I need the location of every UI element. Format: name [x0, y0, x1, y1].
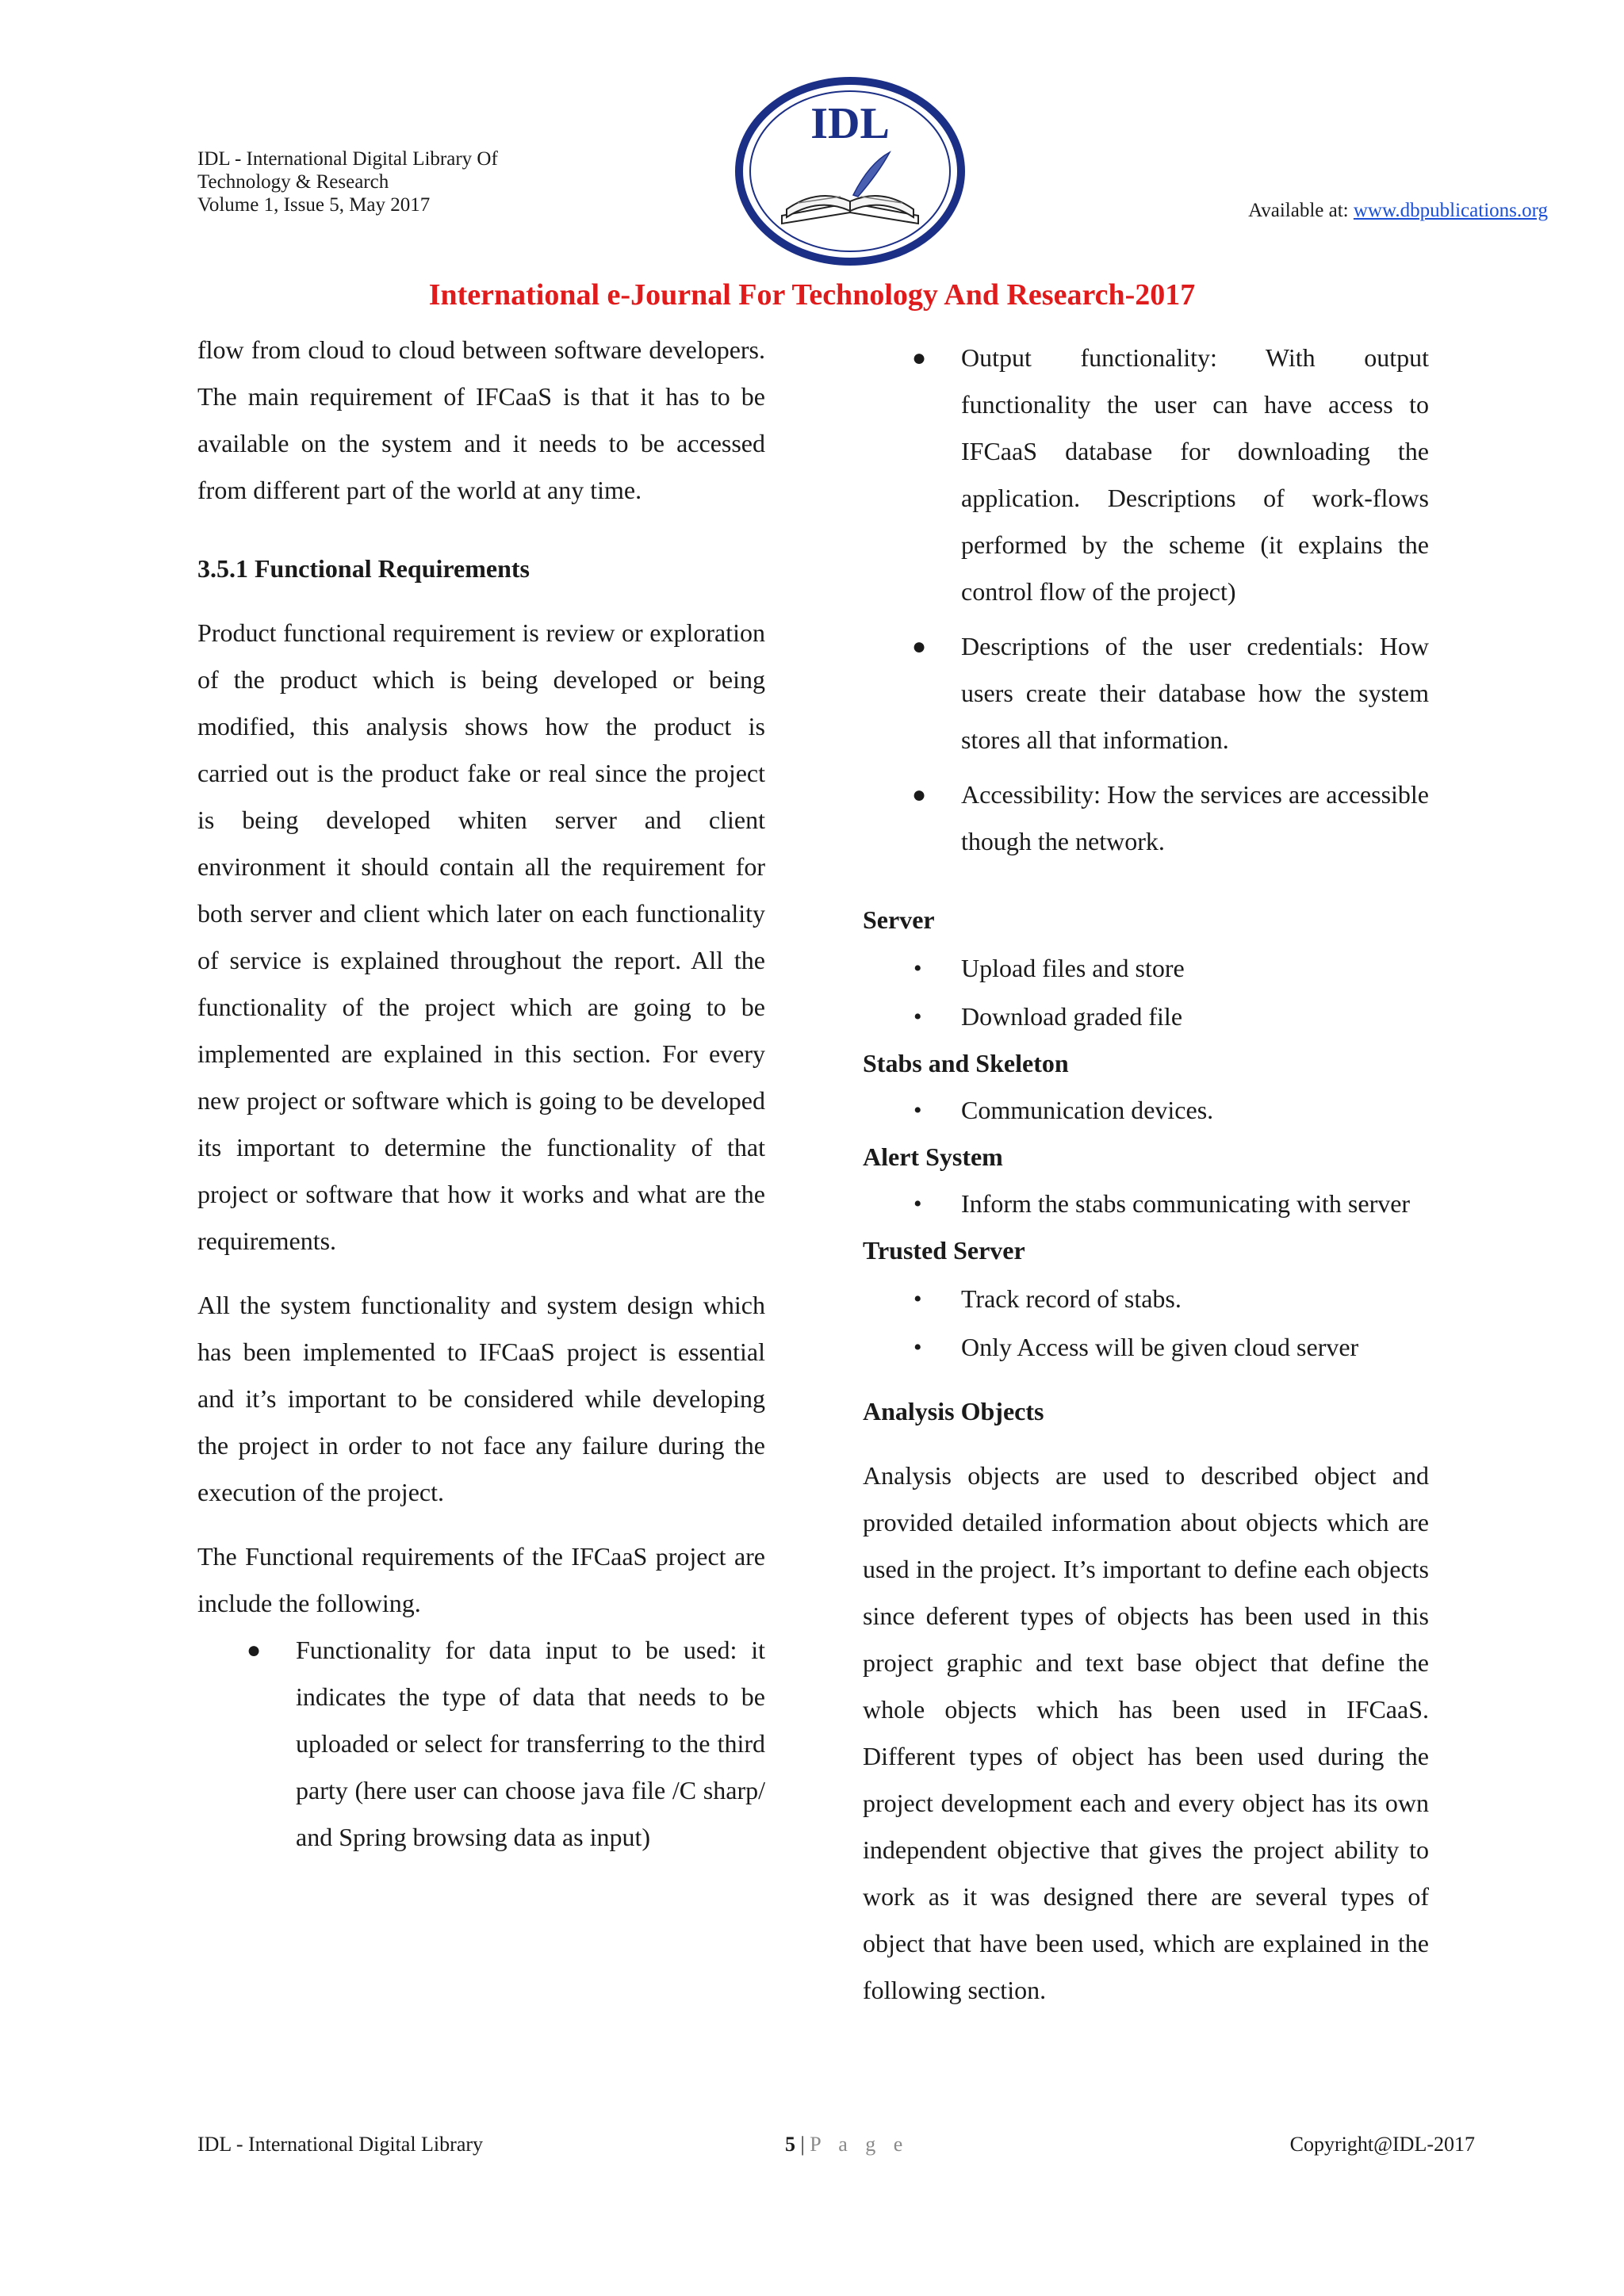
list-item: • Only Access will be given cloud server [863, 1324, 1429, 1371]
idl-logo [734, 76, 966, 266]
paragraph-requirements-intro: The Functional requirements of the IFCaaS project are include the following. [197, 1542, 765, 1617]
page-separator: | [795, 2133, 810, 2156]
bullet-icon: • [914, 1097, 922, 1123]
bullet-icon: ● [247, 1637, 262, 1663]
left-column [197, 327, 765, 1861]
header-line-2: Technology & Research [197, 171, 389, 193]
server-list [863, 945, 1429, 1040]
journal-website-link[interactable]: www.dbpublications.org [1353, 200, 1548, 221]
logo-text: IDL [810, 99, 890, 148]
alert-heading: Alert System [863, 1142, 1003, 1171]
footer-publisher: IDL - International Digital Library [197, 2133, 484, 2156]
bullet-icon: ● [912, 345, 927, 371]
stabs-list [863, 1087, 1429, 1134]
paragraph-functional: Product functional requirement is review or exploration of the product which is being developed or being modified, this analysis shows how the product is carried out is the product fake or real since the project is being developed whiten server and client environment it should contain all the requirement for both server and client which later on each functionality of service is explained throughout the report. All the functionality of the project which are going to be implemented are explained in this section. For every new project or software which is going to be developed its important to determine the functionality of that project or software that how it works and what are the requirements. [197, 618, 765, 1255]
trusted-heading: Trusted Server [863, 1236, 1025, 1265]
bullet-icon: ● [912, 782, 927, 808]
right-column [863, 327, 1429, 2014]
header-publisher [197, 147, 498, 216]
bullet-icon: • [914, 1004, 922, 1030]
list-item: • Inform the stabs communicating with server [863, 1181, 1429, 1227]
bullet-icon: ● [912, 633, 927, 660]
intro-paragraph: flow from cloud to cloud between software developers. The main requirement of IFCaaS is that it has to be available on the system and it needs to be accessed from different part of the world at any time. [197, 335, 765, 504]
bullet-icon: • [914, 1334, 922, 1360]
bullet-icon: • [914, 1191, 922, 1217]
list-item: ● Output functionality: With output functionality the user can have access to IFCaaS database for downloading the application. Descriptions of work-flows performed by the scheme (it explains the control flow of the project) [863, 335, 1429, 615]
header-line-3: Volume 1, Issue 5, May 2017 [197, 194, 431, 216]
list-item: ● Functionality for data input to be used: it indicates the type of data that needs to be uploaded or select for transferring to the third party (here user can choose java file /C sharp/ and Spring browsing data as input) [197, 1627, 765, 1861]
header-line-1: IDL - International Digital Library Of [197, 148, 498, 170]
list-item: • Communication devices. [863, 1087, 1429, 1134]
left-bullet-list [197, 1627, 765, 1861]
list-item: • Download graded file [863, 993, 1429, 1040]
alert-list [863, 1181, 1429, 1227]
page-number-value: 5 [785, 2133, 795, 2156]
paragraph-system-design: All the system functionality and system design which has been implemented to IFCaaS project is essential and it’s important to be considered while developing the project in order to not face any failure during the execution of the project. [197, 1291, 765, 1506]
section-heading: 3.5.1 Functional Requirements [197, 554, 530, 583]
analysis-heading: Analysis Objects [863, 1397, 1044, 1425]
list-item: ● Accessibility: How the services are accessible though the network. [863, 771, 1429, 865]
journal-title: International e-Journal For Technology And Research-2017 [428, 278, 1196, 312]
right-bullet-list [863, 335, 1429, 865]
page-word: P a g e [810, 2133, 910, 2156]
footer-copyright: Copyright@IDL-2017 [1289, 2133, 1475, 2156]
available-label: Available at: [1248, 200, 1354, 221]
list-item: ● Descriptions of the user credentials: How users create their database how the system stores all that information. [863, 623, 1429, 763]
availability-note [1248, 200, 1548, 222]
stabs-heading: Stabs and Skeleton [863, 1049, 1069, 1077]
list-item: • Track record of stabs. [863, 1276, 1429, 1322]
list-item: • Upload files and store [863, 945, 1429, 992]
page-number [785, 2133, 909, 2156]
bullet-icon: • [914, 1286, 922, 1312]
bullet-icon: • [914, 955, 922, 982]
trusted-list [863, 1276, 1429, 1371]
analysis-paragraph: Analysis objects are used to described object and provided detailed information about objects which are used in the project. It’s important to define each objects since deferent types of objects has been used in this project graphic and text base object that define the whole objects which has been used in IFCaaS. Different types of object has been used during the project development each and every object has its own independent objective that gives the project ability to work as it was designed there are several types of object that have been used, which are explained in the following section. [863, 1461, 1429, 2004]
server-heading: Server [863, 905, 935, 934]
